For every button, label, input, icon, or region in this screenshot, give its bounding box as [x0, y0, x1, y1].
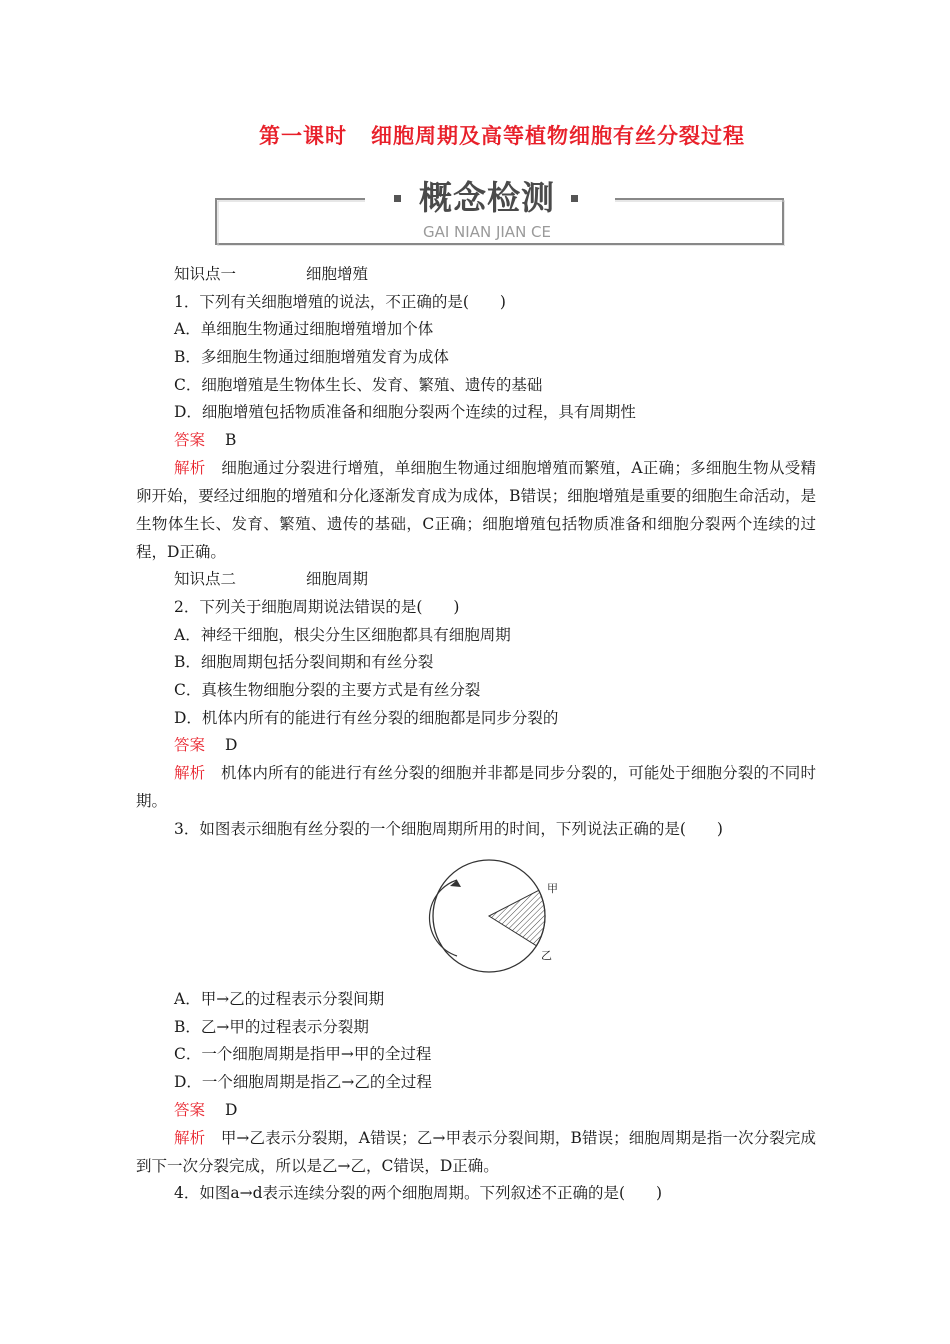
question-1-option-a: A．单细胞生物通过细胞增殖增加个体 [174, 320, 434, 338]
label-jia: 甲 [547, 882, 558, 895]
question-4-stem: 4．如图a→d表示连续分裂的两个细胞周期。下列叙述不正确的是( ) [174, 1184, 663, 1202]
question-2-answer: 答案 D [174, 736, 238, 754]
question-1-answer: 答案 B [174, 431, 237, 449]
page-title [0, 120, 950, 150]
question-3-option-a: A．甲→乙的过程表示分裂间期 [174, 990, 385, 1008]
question-3-analysis: 解析 甲→乙表示分裂期，A错误；乙→甲表示分裂间期，B错误；细胞周期是指一次分裂完成到下一次分裂完成，所以是乙→乙，C错误，D正确。 [136, 1129, 816, 1175]
question-1-option-b: B．多细胞生物通过细胞增殖发育为成体 [174, 348, 449, 366]
question-1-option-c: C．细胞增殖是生物体生长、发育、繁殖、遗传的基础 [174, 376, 543, 394]
cell-cycle-figure [421, 852, 566, 982]
question-1-stem: 1．下列有关细胞增殖的说法，不正确的是( ) [174, 293, 506, 311]
section-banner [215, 172, 785, 246]
lesson-title: 细胞周期及高等植物细胞有丝分裂过程 [371, 124, 745, 148]
label-yi: 乙 [541, 949, 552, 962]
banner-heading: 概念检测 [419, 178, 555, 217]
question-1-analysis: 解析 细胞通过分裂进行增殖，单细胞生物通过细胞增殖而繁殖，A正确；多细胞生物从受精卵开始，要经过细胞的增殖和分化逐渐发育成为成体，B错误；细胞增殖是重要的细胞生命活动，是生物体生长、发育、繁殖、遗传的基础，C正确；细胞增殖包括物质准备和细胞分裂两个连续的过程，D正确。 [136, 459, 816, 561]
knowledge-point-2: 知识点二 细胞周期 [174, 570, 369, 588]
question-3-option-d: D．一个细胞周期是指乙→乙的全过程 [174, 1073, 432, 1091]
question-3-answer: 答案 D [174, 1101, 238, 1119]
question-3-option-c: C．一个细胞周期是指甲→甲的全过程 [174, 1045, 432, 1063]
question-2-stem: 2．下列关于细胞周期说法错误的是( ) [174, 598, 460, 616]
question-2-option-d: D．机体内所有的能进行有丝分裂的细胞都是同步分裂的 [174, 709, 559, 727]
question-3-stem: 3．如图表示细胞有丝分裂的一个细胞周期所用的时间，下列说法正确的是( ) [174, 820, 723, 838]
question-2-option-b: B．细胞周期包括分裂间期和有丝分裂 [174, 653, 434, 671]
lesson-number: 第一课时 [259, 124, 347, 148]
question-2-analysis: 解析 机体内所有的能进行有丝分裂的细胞并非都是同步分裂的，可能处于细胞分裂的不同时期。 [136, 764, 816, 810]
question-2-option-c: C．真核生物细胞分裂的主要方式是有丝分裂 [174, 681, 481, 699]
question-3-option-b: B．乙→甲的过程表示分裂期 [174, 1018, 369, 1036]
knowledge-point-1: 知识点一 细胞增殖 [174, 265, 369, 283]
question-2-option-a: A．神经干细胞，根尖分生区细胞都具有细胞周期 [174, 626, 511, 644]
question-1-option-d: D．细胞增殖包括物质准备和细胞分裂两个连续的过程，具有周期性 [174, 403, 636, 421]
banner-subtitle: GAI NIAN JIAN CE [422, 223, 552, 241]
